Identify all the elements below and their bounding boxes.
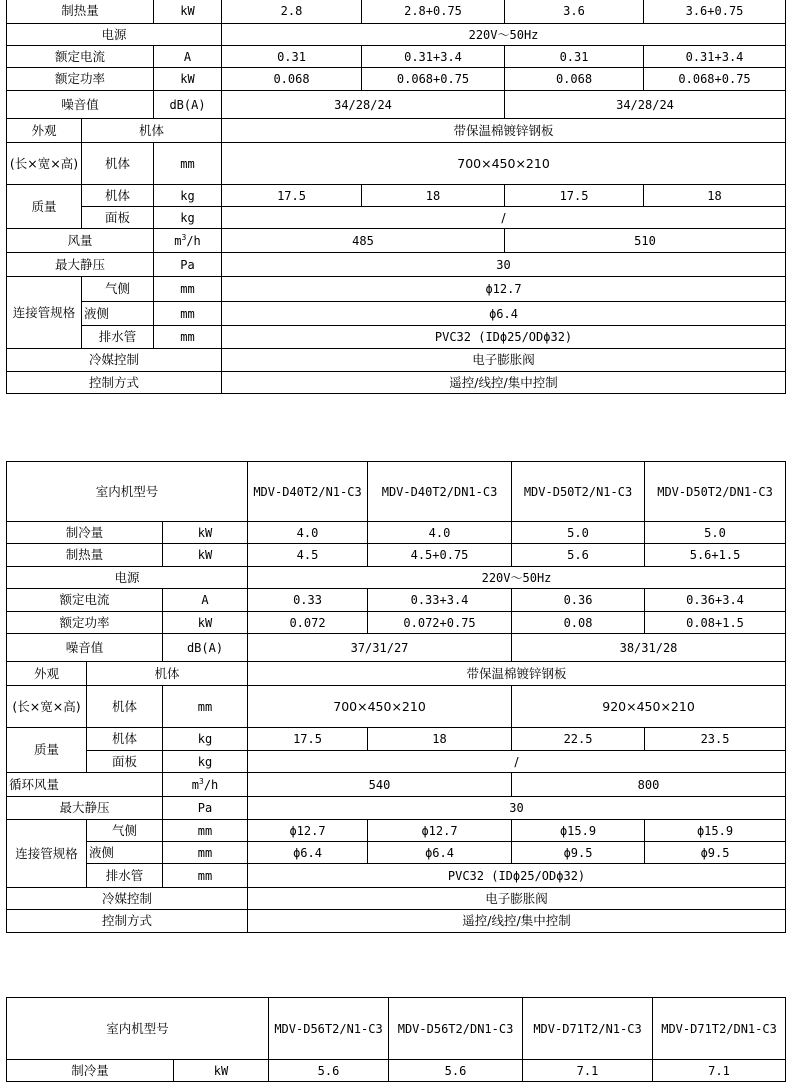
table-row bbox=[7, 229, 786, 253]
value-cell: 5.0 bbox=[512, 522, 645, 544]
table-row bbox=[7, 46, 786, 68]
value-cell: 0.068+0.75 bbox=[644, 68, 786, 91]
value-cell: 0.068+0.75 bbox=[362, 68, 505, 91]
value-cell: 0.36+3.4 bbox=[645, 589, 786, 612]
value-cell: 22.5 bbox=[512, 728, 645, 751]
table-row bbox=[7, 751, 786, 773]
model-header: MDV-D71T2/N1-C3 bbox=[523, 998, 653, 1060]
value-cell: 30 bbox=[222, 253, 786, 277]
value-cell: 700×450×210 bbox=[248, 686, 512, 728]
unit-cell: mm bbox=[154, 326, 222, 349]
row-label: 噪音值 bbox=[7, 91, 154, 119]
value-cell: 带保温棉镀锌钢板 bbox=[222, 119, 786, 143]
value-cell: ϕ6.4 bbox=[222, 302, 786, 326]
row-label: 额定功率 bbox=[7, 612, 163, 634]
row-label: 制热量 bbox=[7, 0, 154, 24]
value-cell: 485 bbox=[222, 229, 505, 253]
table-row bbox=[7, 864, 786, 888]
table-row bbox=[7, 888, 786, 910]
unit-tail: /h bbox=[203, 777, 219, 792]
unit-cell: kW bbox=[174, 1060, 269, 1082]
value-cell: ϕ12.7 bbox=[222, 277, 786, 302]
row-sublabel: 面板 bbox=[87, 751, 163, 773]
spec-table-3 bbox=[6, 997, 786, 1082]
unit-cell: mm bbox=[163, 686, 248, 728]
row-label: 冷媒控制 bbox=[7, 349, 222, 372]
value-cell: PVC32 (IDϕ25/ODϕ32) bbox=[222, 326, 786, 349]
value-cell: 0.08 bbox=[512, 612, 645, 634]
value-cell: 18 bbox=[362, 185, 505, 207]
value-cell: 0.08+1.5 bbox=[645, 612, 786, 634]
value-cell: 4.0 bbox=[248, 522, 368, 544]
row-label: 最大静压 bbox=[7, 797, 163, 820]
value-cell: 0.31 bbox=[222, 46, 362, 68]
row-label: 冷媒控制 bbox=[7, 888, 248, 910]
unit-cell: Pa bbox=[163, 797, 248, 820]
row-sublabel: 机体 bbox=[87, 728, 163, 751]
unit-cell: A bbox=[154, 46, 222, 68]
value-cell: 5.6 bbox=[512, 544, 645, 567]
table-row bbox=[7, 589, 786, 612]
value-cell: ϕ9.5 bbox=[645, 842, 786, 864]
value-cell: 37/31/27 bbox=[248, 634, 512, 662]
model-header: MDV-D56T2/N1-C3 bbox=[269, 998, 389, 1060]
value-cell: 4.5 bbox=[248, 544, 368, 567]
unit-tail: /h bbox=[186, 233, 201, 248]
value-cell: 17.5 bbox=[248, 728, 368, 751]
unit-cell: kg bbox=[154, 207, 222, 229]
unit-cell: mm bbox=[163, 820, 248, 842]
model-header-label: 室内机型号 bbox=[7, 998, 269, 1060]
unit-cell: dB(A) bbox=[154, 91, 222, 119]
table-row bbox=[7, 612, 786, 634]
value-cell: 2.8 bbox=[222, 0, 362, 24]
spec-table-2 bbox=[6, 461, 786, 933]
table-row bbox=[7, 522, 786, 544]
value-cell: ϕ12.7 bbox=[248, 820, 368, 842]
value-cell: 34/28/24 bbox=[505, 91, 786, 119]
table-row bbox=[7, 662, 786, 686]
value-cell: 5.6 bbox=[269, 1060, 389, 1082]
table-row bbox=[7, 143, 786, 185]
value-cell: / bbox=[248, 751, 786, 773]
value-cell: 2.8+0.75 bbox=[362, 0, 505, 24]
value-cell: ϕ12.7 bbox=[368, 820, 512, 842]
table-row bbox=[7, 185, 786, 207]
row-sublabel: 机体 bbox=[82, 185, 154, 207]
row-label: 质量 bbox=[7, 728, 87, 773]
model-header-label: 室内机型号 bbox=[7, 462, 248, 522]
unit-cell: mm bbox=[154, 277, 222, 302]
row-label: 额定电流 bbox=[7, 46, 154, 68]
row-label: 控制方式 bbox=[7, 372, 222, 394]
model-header: MDV-D40T2/DN1-C3 bbox=[368, 462, 512, 522]
unit-cell: kW bbox=[163, 612, 248, 634]
table-row bbox=[7, 820, 786, 842]
row-sublabel: 机体 bbox=[87, 662, 248, 686]
unit-cell: kW bbox=[154, 68, 222, 91]
unit-cell: kg bbox=[163, 751, 248, 773]
value-cell: 0.072 bbox=[248, 612, 368, 634]
value-cell: 38/31/28 bbox=[512, 634, 786, 662]
table-row bbox=[7, 910, 786, 933]
unit-cell: Pa bbox=[154, 253, 222, 277]
value-cell: 510 bbox=[505, 229, 786, 253]
table-row bbox=[7, 119, 786, 143]
table-row bbox=[7, 1060, 786, 1082]
value-cell: 遥控/线控/集中控制 bbox=[248, 910, 786, 933]
value-cell: 17.5 bbox=[505, 185, 644, 207]
value-cell: 0.31 bbox=[505, 46, 644, 68]
row-label: 制冷量 bbox=[7, 522, 163, 544]
row-label: (长×宽×高) bbox=[7, 686, 87, 728]
value-cell: 0.068 bbox=[505, 68, 644, 91]
table-row bbox=[7, 686, 786, 728]
row-label: 外观 bbox=[7, 662, 87, 686]
row-label: 风量 bbox=[7, 229, 154, 253]
row-label: 控制方式 bbox=[7, 910, 248, 933]
table-row bbox=[7, 544, 786, 567]
value-cell: 0.33 bbox=[248, 589, 368, 612]
value-cell: 7.1 bbox=[523, 1060, 653, 1082]
value-cell: PVC32 (IDϕ25/ODϕ32) bbox=[248, 864, 786, 888]
unit-sup: 3 bbox=[198, 776, 204, 786]
unit-cell: mm bbox=[163, 864, 248, 888]
table-row bbox=[7, 567, 786, 589]
table-row bbox=[7, 634, 786, 662]
table-row bbox=[7, 91, 786, 119]
value-cell: ϕ9.5 bbox=[512, 842, 645, 864]
unit-cell: mm bbox=[163, 842, 248, 864]
table-row bbox=[7, 773, 786, 797]
value-cell: 0.072+0.75 bbox=[368, 612, 512, 634]
row-label: 连接管规格 bbox=[7, 277, 82, 349]
row-sublabel: 排水管 bbox=[87, 864, 163, 888]
table-row bbox=[7, 372, 786, 394]
row-label: 最大静压 bbox=[7, 253, 154, 277]
unit-cell: kg bbox=[163, 728, 248, 751]
table-row bbox=[7, 728, 786, 751]
table-row bbox=[7, 462, 786, 522]
row-label: 额定电流 bbox=[7, 589, 163, 612]
unit-cell: kW bbox=[163, 522, 248, 544]
model-header: MDV-D50T2/N1-C3 bbox=[512, 462, 645, 522]
row-label: 连接管规格 bbox=[7, 820, 87, 888]
value-cell: 带保温棉镀锌钢板 bbox=[248, 662, 786, 686]
model-header: MDV-D56T2/DN1-C3 bbox=[389, 998, 523, 1060]
table-row bbox=[7, 24, 786, 46]
value-cell: 34/28/24 bbox=[222, 91, 505, 119]
row-label: 噪音值 bbox=[7, 634, 163, 662]
table-row bbox=[7, 326, 786, 349]
value-cell: 920×450×210 bbox=[512, 686, 786, 728]
row-label: 制冷量 bbox=[7, 1060, 174, 1082]
value-cell: 5.6+1.5 bbox=[645, 544, 786, 567]
row-label: 质量 bbox=[7, 185, 82, 229]
value-cell: 5.6 bbox=[389, 1060, 523, 1082]
value-cell: 4.0 bbox=[368, 522, 512, 544]
value-cell: 5.0 bbox=[645, 522, 786, 544]
value-cell: 17.5 bbox=[222, 185, 362, 207]
row-label: (长×宽×高) bbox=[7, 143, 82, 185]
model-header: MDV-D40T2/N1-C3 bbox=[248, 462, 368, 522]
row-sublabel: 气侧 bbox=[87, 820, 163, 842]
value-cell: 23.5 bbox=[645, 728, 786, 751]
row-sublabel: 面板 bbox=[82, 207, 154, 229]
table-row bbox=[7, 68, 786, 91]
value-cell: 0.068 bbox=[222, 68, 362, 91]
value-cell: 遥控/线控/集中控制 bbox=[222, 372, 786, 394]
value-cell: 0.31+3.4 bbox=[644, 46, 786, 68]
value-cell: 220V～50Hz bbox=[222, 24, 786, 46]
value-cell: 电子膨胀阀 bbox=[248, 888, 786, 910]
unit-cell: A bbox=[163, 589, 248, 612]
value-cell: 18 bbox=[368, 728, 512, 751]
row-sublabel: 排水管 bbox=[82, 326, 154, 349]
table-row bbox=[7, 797, 786, 820]
value-cell: ϕ15.9 bbox=[512, 820, 645, 842]
model-header: MDV-D71T2/DN1-C3 bbox=[653, 998, 786, 1060]
value-cell: 18 bbox=[644, 185, 786, 207]
value-cell: 220V～50Hz bbox=[248, 567, 786, 589]
value-cell: / bbox=[222, 207, 786, 229]
value-cell: 30 bbox=[248, 797, 786, 820]
value-cell: 540 bbox=[248, 773, 512, 797]
unit-base: m bbox=[191, 777, 199, 792]
unit-cell: dB(A) bbox=[163, 634, 248, 662]
row-sublabel: 气侧 bbox=[82, 277, 154, 302]
table-row bbox=[7, 302, 786, 326]
value-cell: 3.6 bbox=[505, 0, 644, 24]
value-cell: 4.5+0.75 bbox=[368, 544, 512, 567]
table-row bbox=[7, 277, 786, 302]
row-label: 电源 bbox=[7, 24, 222, 46]
table-row bbox=[7, 253, 786, 277]
row-label: 额定功率 bbox=[7, 68, 154, 91]
unit-cell bbox=[154, 229, 222, 253]
row-label: 制热量 bbox=[7, 544, 163, 567]
value-cell: 700×450×210 bbox=[222, 143, 786, 185]
value-cell: 800 bbox=[512, 773, 786, 797]
row-sublabel: 机体 bbox=[82, 119, 222, 143]
spec-table-1 bbox=[6, 0, 786, 394]
table-row bbox=[7, 998, 786, 1060]
value-cell: ϕ15.9 bbox=[645, 820, 786, 842]
unit-cell: mm bbox=[154, 143, 222, 185]
unit-cell: kW bbox=[154, 0, 222, 24]
unit-sup: 3 bbox=[181, 232, 187, 242]
row-label: 电源 bbox=[7, 567, 248, 589]
value-cell: 电子膨胀阀 bbox=[222, 349, 786, 372]
unit-cell: mm bbox=[154, 302, 222, 326]
unit-cell bbox=[163, 773, 248, 797]
table-row bbox=[7, 349, 786, 372]
value-cell: 3.6+0.75 bbox=[644, 0, 786, 24]
model-header: MDV-D50T2/DN1-C3 bbox=[645, 462, 786, 522]
value-cell: ϕ6.4 bbox=[248, 842, 368, 864]
row-sublabel: 液侧 bbox=[87, 842, 163, 864]
unit-base: m bbox=[174, 233, 182, 248]
row-sublabel: 机体 bbox=[82, 143, 154, 185]
table-row bbox=[7, 207, 786, 229]
row-sublabel: 机体 bbox=[87, 686, 163, 728]
row-label: 外观 bbox=[7, 119, 82, 143]
value-cell: 7.1 bbox=[653, 1060, 786, 1082]
table-row bbox=[7, 842, 786, 864]
table-row bbox=[7, 0, 786, 24]
row-sublabel: 液侧 bbox=[82, 302, 154, 326]
unit-cell: kW bbox=[163, 544, 248, 567]
row-label: 循环风量 bbox=[7, 773, 163, 797]
value-cell: 0.36 bbox=[512, 589, 645, 612]
value-cell: ϕ6.4 bbox=[368, 842, 512, 864]
unit-cell: kg bbox=[154, 185, 222, 207]
value-cell: 0.31+3.4 bbox=[362, 46, 505, 68]
value-cell: 0.33+3.4 bbox=[368, 589, 512, 612]
